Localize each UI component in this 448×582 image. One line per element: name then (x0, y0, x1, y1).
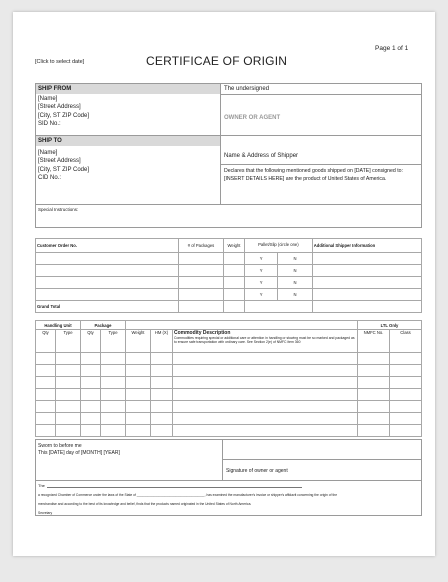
slip-n[interactable]: N (278, 253, 313, 265)
date-field[interactable]: [Click to select date] (35, 59, 85, 65)
slip-n[interactable]: N (278, 265, 313, 277)
handling-unit-header: Handling Unit (36, 321, 81, 330)
pallet-y[interactable]: Y (245, 277, 278, 289)
special-instructions-label: Special Instructions: (38, 207, 79, 212)
table-row (36, 253, 422, 265)
ship-to-box (35, 135, 221, 205)
col-pallet-slip (245, 239, 313, 253)
the-label: The (38, 483, 45, 488)
table-row (36, 353, 422, 365)
shipper-box (220, 135, 422, 205)
shipper-declaration[interactable]: Declares that the following mentioned goods shipped on [DATE] consigned to: [INSERT DETAILS HERE] are the product of United States of America. (224, 168, 403, 182)
owner-or-agent[interactable]: OWNER OR AGENT (224, 115, 281, 121)
col-weight: Weight (224, 239, 245, 253)
col-packages: # of Packages (179, 239, 224, 253)
col-pkg-qty: Qty (81, 330, 101, 353)
grand-total-label: Grand Total (36, 301, 179, 313)
ship-from-box (35, 83, 221, 136)
chamber-statement-box (35, 480, 422, 516)
ship-from-street[interactable]: [Street Address] (38, 104, 81, 111)
page-number: Page 1 of 1 (375, 45, 409, 52)
special-instructions-box[interactable] (35, 204, 422, 228)
pallet-slip-label: Pallet/Slip (circle one) (258, 242, 299, 248)
shipper-label: Name & Address of Shipper (224, 153, 299, 159)
ship-from-address[interactable] (38, 95, 89, 128)
table-row (36, 401, 422, 413)
ship-to-cid[interactable]: CID No.: (38, 174, 62, 181)
ship-to-city[interactable]: [City, ST ZIP Code] (38, 166, 90, 173)
pallet-y[interactable]: Y (245, 265, 278, 277)
chamber-paragraph-2: merchandise and according to the best of its knowledge and belief, finds that the products named originated in the United States of North America. (38, 502, 252, 506)
table-row (36, 265, 422, 277)
ship-from-city[interactable]: [City, ST ZIP Code] (38, 112, 90, 119)
table-row (36, 389, 422, 401)
table-row (36, 425, 422, 437)
secretary-label[interactable]: Secretary (38, 511, 53, 515)
ltl-only-header: LTL Only (358, 321, 422, 330)
sworn-box (35, 439, 422, 481)
col-customer-order: Customer Order No. (36, 239, 179, 253)
sworn-line-1: Sworn to before me (38, 443, 82, 449)
table-row (36, 365, 422, 377)
col-weight: Weight (126, 330, 151, 353)
chamber-paragraph-1: a recognized Chamber of Commerce under the laws of the State of _____________________________________, has examined the manufacturer's invoice or shipper's affidavit concerning the origin of the (38, 493, 338, 497)
ship-from-header: SHIP FROM (36, 84, 220, 94)
document-page (13, 12, 435, 556)
pallet-y[interactable]: Y (245, 253, 278, 265)
ship-to-street[interactable]: [Street Address] (38, 158, 81, 165)
handling-table (35, 320, 422, 437)
col-hu-qty: Qty (36, 330, 56, 353)
table-row (36, 289, 422, 301)
col-hm: HM (X) (151, 330, 173, 353)
table-row (36, 413, 422, 425)
ship-to-header: SHIP TO (36, 136, 220, 146)
order-table (35, 238, 422, 313)
col-class: Class (390, 330, 422, 353)
undersigned-box (220, 83, 422, 136)
grand-total-row (36, 301, 422, 313)
col-pkg-type: Type (101, 330, 126, 353)
col-additional-info: Additional Shipper Information (312, 239, 421, 253)
commodity-note: Commodities requiring special or additional care or attention in handling or stowing must be so marked and packaged as to ensure safe transportation with ordinary care. See Section 2(e) of NMFC item 360 (174, 336, 355, 345)
the-line[interactable] (38, 483, 302, 488)
signature-label[interactable]: Signature of owner or agent (226, 468, 288, 474)
ship-to-address[interactable] (38, 149, 89, 182)
col-hu-type: Type (56, 330, 81, 353)
pallet-y[interactable]: Y (245, 289, 278, 301)
undersigned-label: The undersigned (224, 86, 270, 92)
slip-n[interactable]: N (278, 289, 313, 301)
package-header: Package (81, 321, 126, 330)
slip-n[interactable]: N (278, 277, 313, 289)
col-commodity (173, 330, 358, 353)
ship-from-sid[interactable]: SID No.: (38, 120, 61, 127)
ship-to-name[interactable]: [Name] (38, 150, 58, 156)
sworn-date-line[interactable]: This [DATE] day of [MONTH] [YEAR] (38, 450, 120, 456)
table-row (36, 377, 422, 389)
ship-from-name[interactable]: [Name] (38, 96, 58, 102)
col-nmfc: NMFC No. (358, 330, 390, 353)
commodity-title: Commodity Description (174, 330, 231, 336)
table-row (36, 277, 422, 289)
document-title: CERTIFICAE OF ORIGIN (146, 54, 288, 68)
